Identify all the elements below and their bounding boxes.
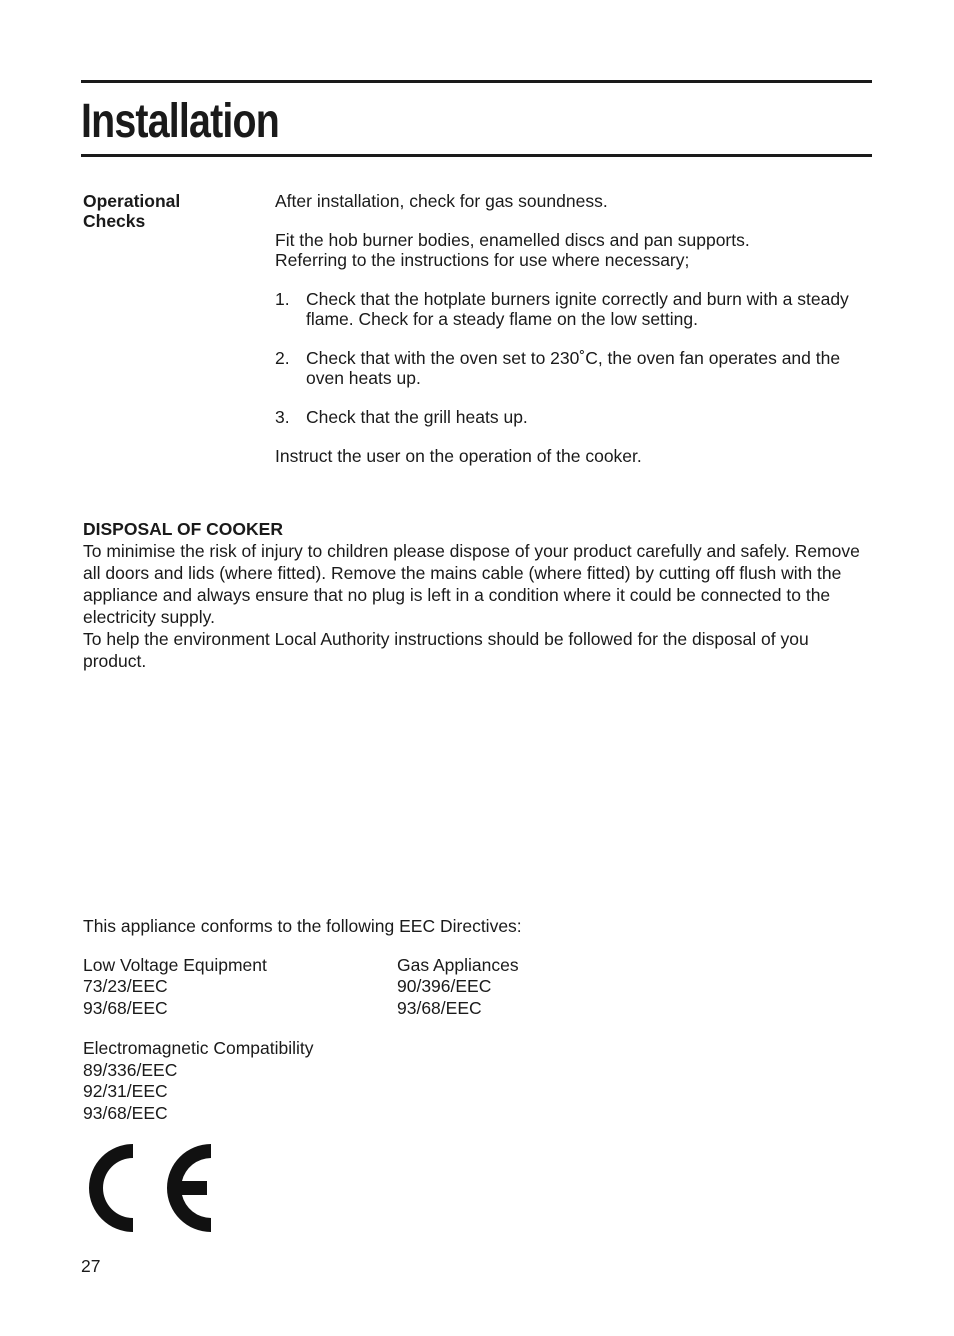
disposal-heading: DISPOSAL OF COOKER xyxy=(83,519,283,539)
gas-soundness-paragraph: After installation, check for gas soundness. xyxy=(275,191,608,211)
fit-burners-paragraph xyxy=(275,230,865,270)
list-item-number: 1. xyxy=(275,289,290,309)
fit-burners-line2: Referring to the instructions for use where necessary; xyxy=(275,250,690,270)
top-rule xyxy=(81,80,872,83)
directive-code: 92/31/EEC xyxy=(83,1081,168,1101)
directive-code: 93/68/EEC xyxy=(83,1102,168,1123)
directives-row xyxy=(83,955,873,1020)
directive-code: 89/336/EEC xyxy=(83,1059,178,1080)
page-title: Installation xyxy=(81,95,279,148)
list-item-text: Check that with the oven set to 230˚C, the oven fan operates and the oven heats up. xyxy=(306,348,841,388)
disposal-paragraph-2: To help the environment Local Authority instructions should be followed for the disposal of you product. xyxy=(83,629,809,671)
disposal-section xyxy=(83,518,873,672)
list-item xyxy=(275,348,865,388)
operational-checks-heading xyxy=(83,191,253,231)
title-underline-rule xyxy=(81,154,872,157)
directive-label: Low Voltage Equipment xyxy=(83,954,267,975)
low-voltage-directive xyxy=(83,955,397,1020)
directive-code: 73/23/EEC xyxy=(83,976,168,996)
checks-list xyxy=(275,289,865,427)
directive-label: Gas Appliances xyxy=(397,954,519,975)
list-item-text: Check that the grill heats up. xyxy=(306,407,528,427)
ce-mark-icon xyxy=(83,1142,213,1239)
operational-checks-heading-line2: Checks xyxy=(83,211,146,231)
operational-checks-heading-line1: Operational xyxy=(83,191,181,211)
fit-burners-line1: Fit the hob burner bodies, enamelled discs and pan supports. xyxy=(275,230,750,250)
instruct-user-paragraph: Instruct the user on the operation of the cooker. xyxy=(275,446,642,466)
directives-intro: This appliance conforms to the following EEC Directives: xyxy=(83,916,522,936)
list-item xyxy=(275,407,865,427)
gas-appliances-directive xyxy=(397,955,711,1020)
directive-code: 93/68/EEC xyxy=(397,997,482,1018)
eec-directives-section xyxy=(83,916,873,1124)
emc-directive xyxy=(83,1038,397,1124)
page-number: 27 xyxy=(81,1256,101,1276)
operational-checks-body xyxy=(275,191,865,485)
disposal-paragraph-1: To minimise the risk of injury to children please dispose of your product carefully and safely. Remove all doors and lids (where fitted). Remove the mains cable (where fitted) by cutting off flush with the appliance and always ensure that no plug is left in a condition where it could be connected to the electricity supply. xyxy=(83,541,860,627)
list-item xyxy=(275,289,865,329)
list-item-text: Check that the hotplate burners ignite correctly and burn with a steady flame. Check for a steady flame on the low setting. xyxy=(306,289,849,329)
directive-label: Electromagnetic Compatibility xyxy=(83,1038,314,1058)
directive-code: 90/396/EEC xyxy=(397,976,492,996)
list-item-number: 3. xyxy=(275,407,290,427)
directive-code: 93/68/EEC xyxy=(83,997,168,1018)
list-item-number: 2. xyxy=(275,348,290,368)
